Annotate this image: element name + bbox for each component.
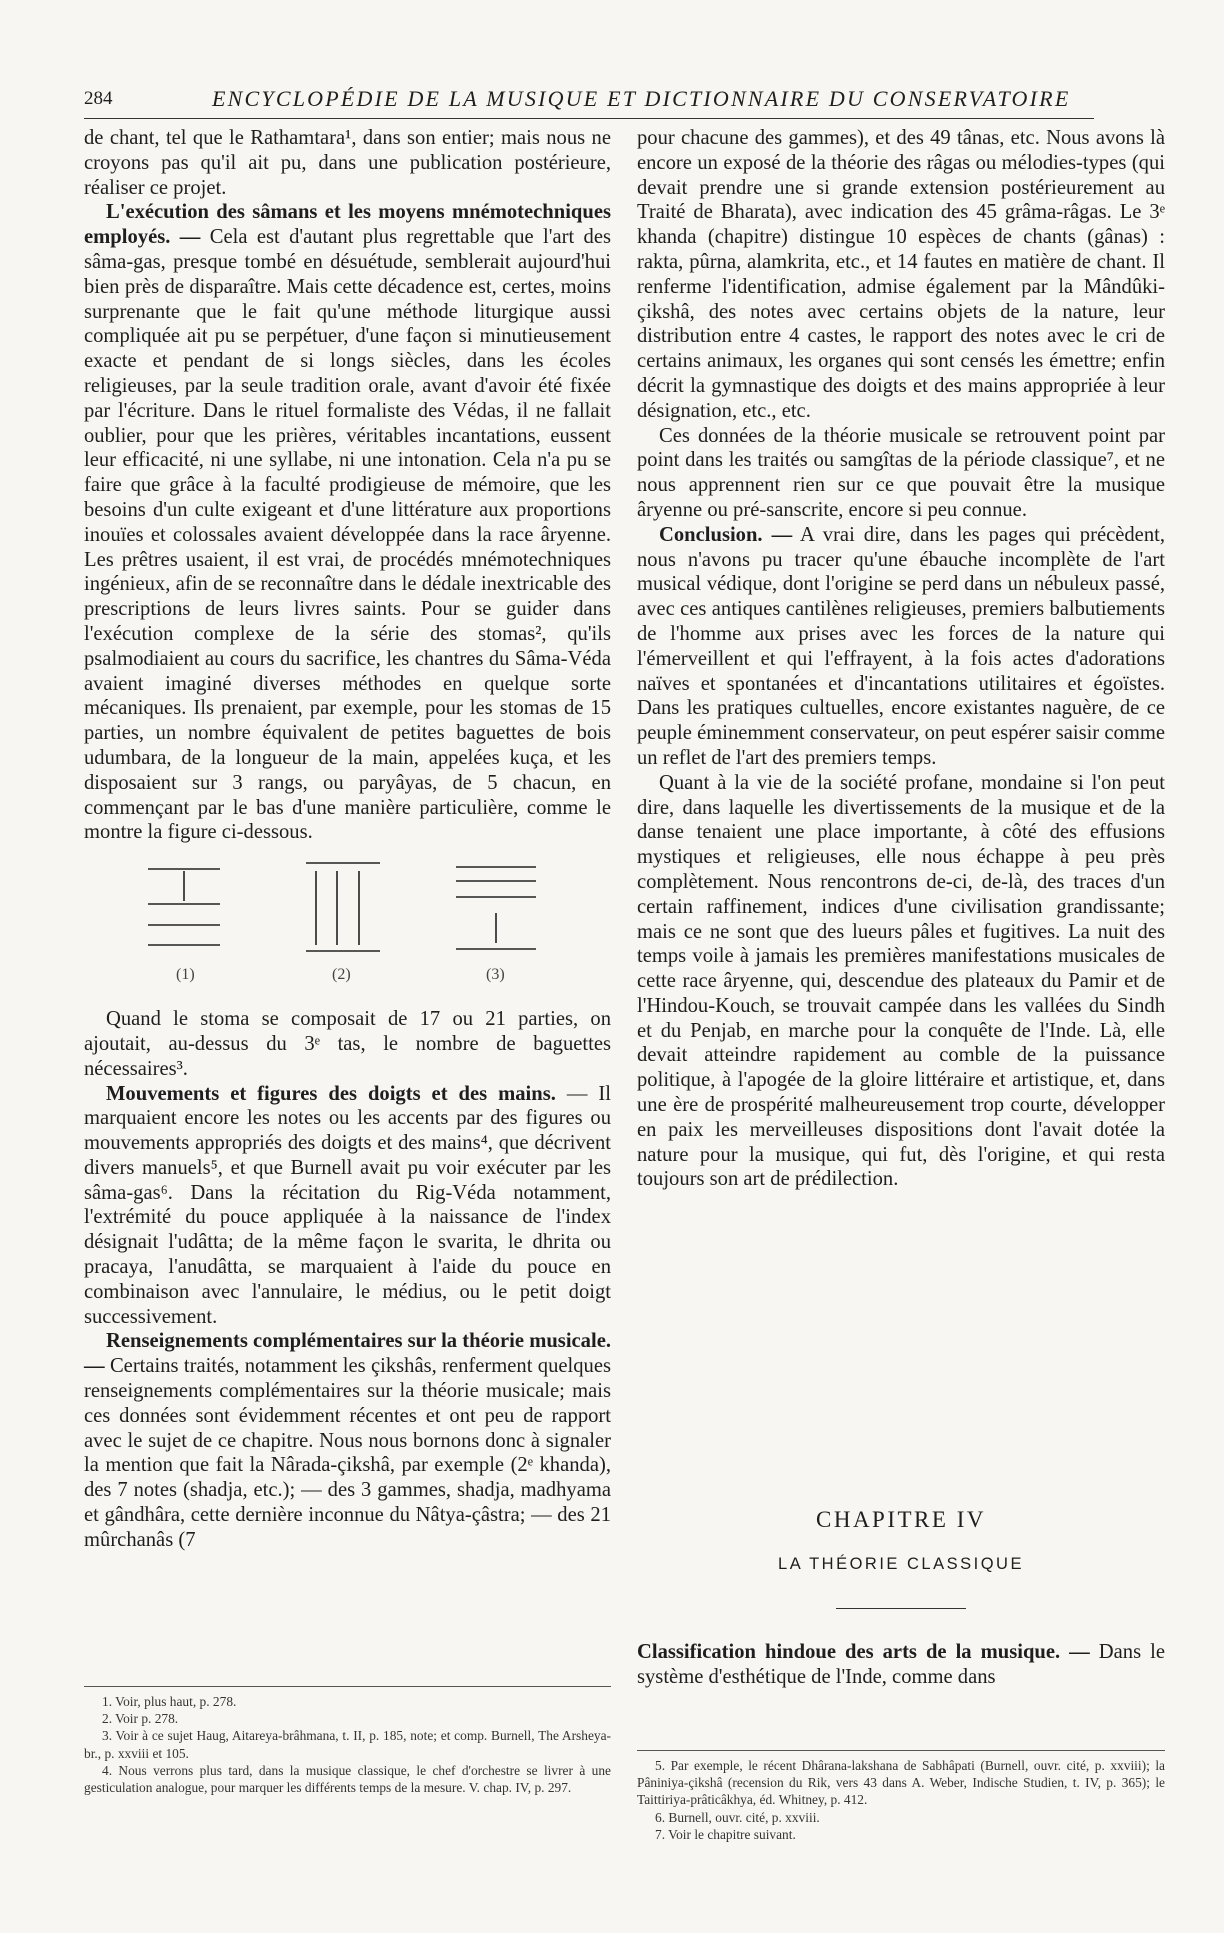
paragraph [637,523,1165,771]
paragraph [84,1082,611,1330]
stoma-figure [84,859,611,999]
left-column [84,126,611,1553]
figure-labels [84,963,611,987]
chapter-title: CHAPITRE IV [816,1507,986,1532]
section-lead: L'exécution des sâmans et les moyens mnémotechniques employés. — [84,201,611,249]
running-title: ENCYCLOPÉDIE DE LA MUSIQUE ET DICTIONNAIRE DU CONSERVATOIRE [212,86,1071,111]
paragraph: Quand le stoma se composait de 17 ou 21 parties, on ajoutait, au-dessus du 3ᵉ tas, le nombre de baguettes nécessaires³. [84,1008,611,1080]
paragraph: Ces données de la théorie musicale se retrouvent point par point dans les traités ou samgîtas de la période classique⁷, et ne nous apprennent rien sur ce que pouvait être la musique âryenne ou pré-sanscrite, encore si peu connue. [637,424,1165,521]
chapter-rule [836,1608,966,1609]
paragraph-body: A vrai dire, dans les pages qui précèdent, nous n'avons pu tracer qu'une ébauche incomplète de l'art musical védique, dont l'origine se perd dans un nébuleux passé, avec ces antiques cantilènes religieuses, premiers balbutiements de l'homme aux prises avec les forces de la nature qui l'émerveillent et qui l'effrayent, à la fois actes d'adorations naïves et spontanées et d'incantations utilitaires et égoïstes. Dans les pratiques cultuelles, encore existantes naguère, de ce peuple éminemment conservateur, on peut espérer saisir comme un reflet de l'art des premiers temps. [637,523,1165,769]
footnotes-left [84,1686,611,1796]
paragraph-body: — Il marquaient encore les notes ou les accents par des figures ou mouvements appropriés des doigts et des mains⁴, que décrivent divers manuels⁵, et que Burnell avait pu voir exécuter par les sâma-gas⁶. Dans la récitation du Rig-Véda notamment, l'extrémité du pouce appliquée à la naissance de l'index désignait l'udâtta; de la même façon le svarita, le dhrita ou pracaya, l'anudâtta, se marquaient à l'aide du pouce en combinaison avec l'annulaire, le médius, ou le petit doigt successivement. [84,1082,611,1328]
section-lead: Classification hindoue des arts de la musique. — [637,1641,1090,1663]
paragraph-body: Dans le système d'esthétique de l'Inde, comme dans [637,1641,1165,1688]
figure-label: (1) [176,966,195,984]
paragraph: pour chacune des gammes), et des 49 tânas, etc. Nous avons là encore un exposé de la théorie des râgas ou mélodies-types (qui devait prendre une si grande extension postérieurement au Traité de Bharata), avec indication des 45 grâma-râgas. Le 3ᵉ khanda (chapitre) distingue 10 espèces de chants (gânas) : rakta, pûrna, alamkrita, etc., et 14 fautes en matière de chant. Il renferme l'identification, admise également par la Mândûki-çikshâ, des notes avec certains objets de la nature, leur distribution entre 4 castes, le rapport des notes avec le cri de certains animaux, les organes qui sont censés les émettre; enfin décrit la gymnastique des doigts et des mains appropriée à leur désignation, etc., etc. [637,127,1165,422]
paragraph-body: Cela est d'autant plus regrettable que l'art des sâma-gas, presque tombé en désuétude, semblerait aujourd'hui bien près de disparaître. Mais cette décadence est, certes, moins surprenante que le fait qu'une méthode liturgique aussi compliquée ait pu se perpétuer, d'une façon si minutieusement exacte et pendant de si longs siècles, dans les écoles religieuses, par la seule tradition orale, avant d'avoir été fixée par l'écriture. Dans le rituel formaliste des Védas, il ne fallait oublier, pour que les prières, véritables incantations, eussent leur efficacité, ni une syllabe, ni une intonation. Cela n'a pu se faire que grâce à la faculté prodigieuse de mémoire, que les besoins d'un culte exigeant et d'une littérature aux proportions inouïes et colossales avaient développée dans la race âryenne. Les prêtres usaient, il est vrai, de procédés mnémotechniques ingénieux, afin de se reconnaître dans le dédale inextricable des prescriptions de leurs livres saints. Pour se guider dans l'exécution complexe de la série des stomas², qu'ils psalmodiaient au cours du sacrifice, les chantres du Sâma-Véda avaient imaginé diverses méthodes en quelque sorte mécaniques. Ils prenaient, par exemple, pour les stomas de 15 parties, un nombre équivalent de petites baguettes de bois udumbara, de la longueur de la main, appelées kuça, et les disposaient sur 3 rangs, ou paryâyas, de 5 chacun, en commençant par le bas d'une manière particulière, comme le montre la figure ci-dessous. [84,226,611,844]
section-lead: Renseignements complémentaires sur la théorie musicale. — [84,1330,611,1378]
footnote: 6. Burnell, ouvr. cité, p. xxviii. [655,1809,820,1825]
footnotes-right [637,1750,1165,1843]
paragraph: Quant à la vie de la société profane, mondaine si l'on peut dire, dans laquelle les divertissements de la musique et de la danse tenaient une place importante, à côté des effusions mystiques et religieuses, elle nous échappe à peu près complètement. Nous rencontrons de-ci, de-là, des traces d'un certain raffinement, indices d'une civilisation grandissante; mais ce ne sont que des lueurs pâles et fugitives. La nuit des temps voile à jamais les premières manifestations musicales de cette race âryenne, qui, descendue des plateaux du Pamir et de l'Hindou-Kouch, se trouvait campée dans les vallées du Sindh et du Penjab, en marche pour la conquête de l'Inde. Là, elle devait atteindre rapidement au comble de la puissance politique, à l'apogée de la gloire littéraire et artistique, et, dans une ère de prospérité malheureusement trop courte, développer en paix les merveilleuses dispositions dont l'avait dotée la nature pour la musique, qui fut, dès l'origine, et qui resta toujours son art de prédilection. [637,771,1165,1191]
paragraph: de chant, tel que le Rathamtara¹, dans son entier; mais nous ne croyons pas qu'il ait pu, dans une publication postérieure, réaliser ce projet. [84,127,611,199]
footnote: 7. Voir le chapitre suivant. [655,1826,796,1842]
paragraph [84,1329,611,1552]
page-header [84,88,1094,119]
section-lead: Conclusion. — [659,523,793,546]
footnote: 4. Nous verrons plus tard, dans la musique classique, le chef d'orchestre se livrer à une gesticulation analogue, pour marquer les différents temps de la mesure. V. chap. IV, p. 297. [84,1762,611,1796]
figure-label: (2) [332,966,351,984]
figure-1 [148,869,220,945]
footnote: 1. Voir, plus haut, p. 278. [102,1694,237,1709]
baguettes-diagram [84,859,611,963]
chapter-subtitle: LA THÉORIE CLASSIQUE [778,1555,1024,1573]
right-column [637,126,1165,1192]
section-lead: Mouvements et figures des doigts et des mains. [106,1082,556,1105]
footnote: 3. Voir à ce sujet Haug, Aitareya-brâhmana, t. II, p. 185, note; et comp. Burnell, The Arsheya-br., p. xxviii et 105. [84,1728,611,1761]
figure-label: (3) [486,966,505,984]
figure-2 [306,863,380,951]
footnote: 2. Voir p. 278. [102,1711,179,1727]
figure-3 [456,867,536,949]
paragraph-body: Certains traités, notamment les çikshâs, renferment quelques renseignements complémentaires sur la théorie musicale; mais ces données sont évidemment récentes et ont peu de rapport avec le sujet de ce chapitre. Nous nous bornons donc à signaler la mention que fait la Nârada-çikshâ, par exemple (2ᵉ khanda), des 7 notes (shadja, etc.); — des 3 gammes, shadja, madhyama et gândhâra, cette dernière inconnue du Nâtya-çâstra; — des 21 mûrchanâs (7 [84,1355,611,1551]
chapter-text [637,1640,1165,1690]
page-number: 284 [84,88,113,109]
paragraph [84,200,611,845]
chapter-heading [637,1507,1165,1609]
footnote: 5. Par exemple, le récent Dhârana-lakshana de Sabhâpati (Burnell, ouvr. cité, p. xxviii); la Pâniniya-çikshâ (recension du Rik, vers 43 dans A. Weber, Indische Studien, t. IV, p. 365); le Taittiriya-prâticâkhya, éd. Whitney, p. 412. [637,1758,1165,1808]
